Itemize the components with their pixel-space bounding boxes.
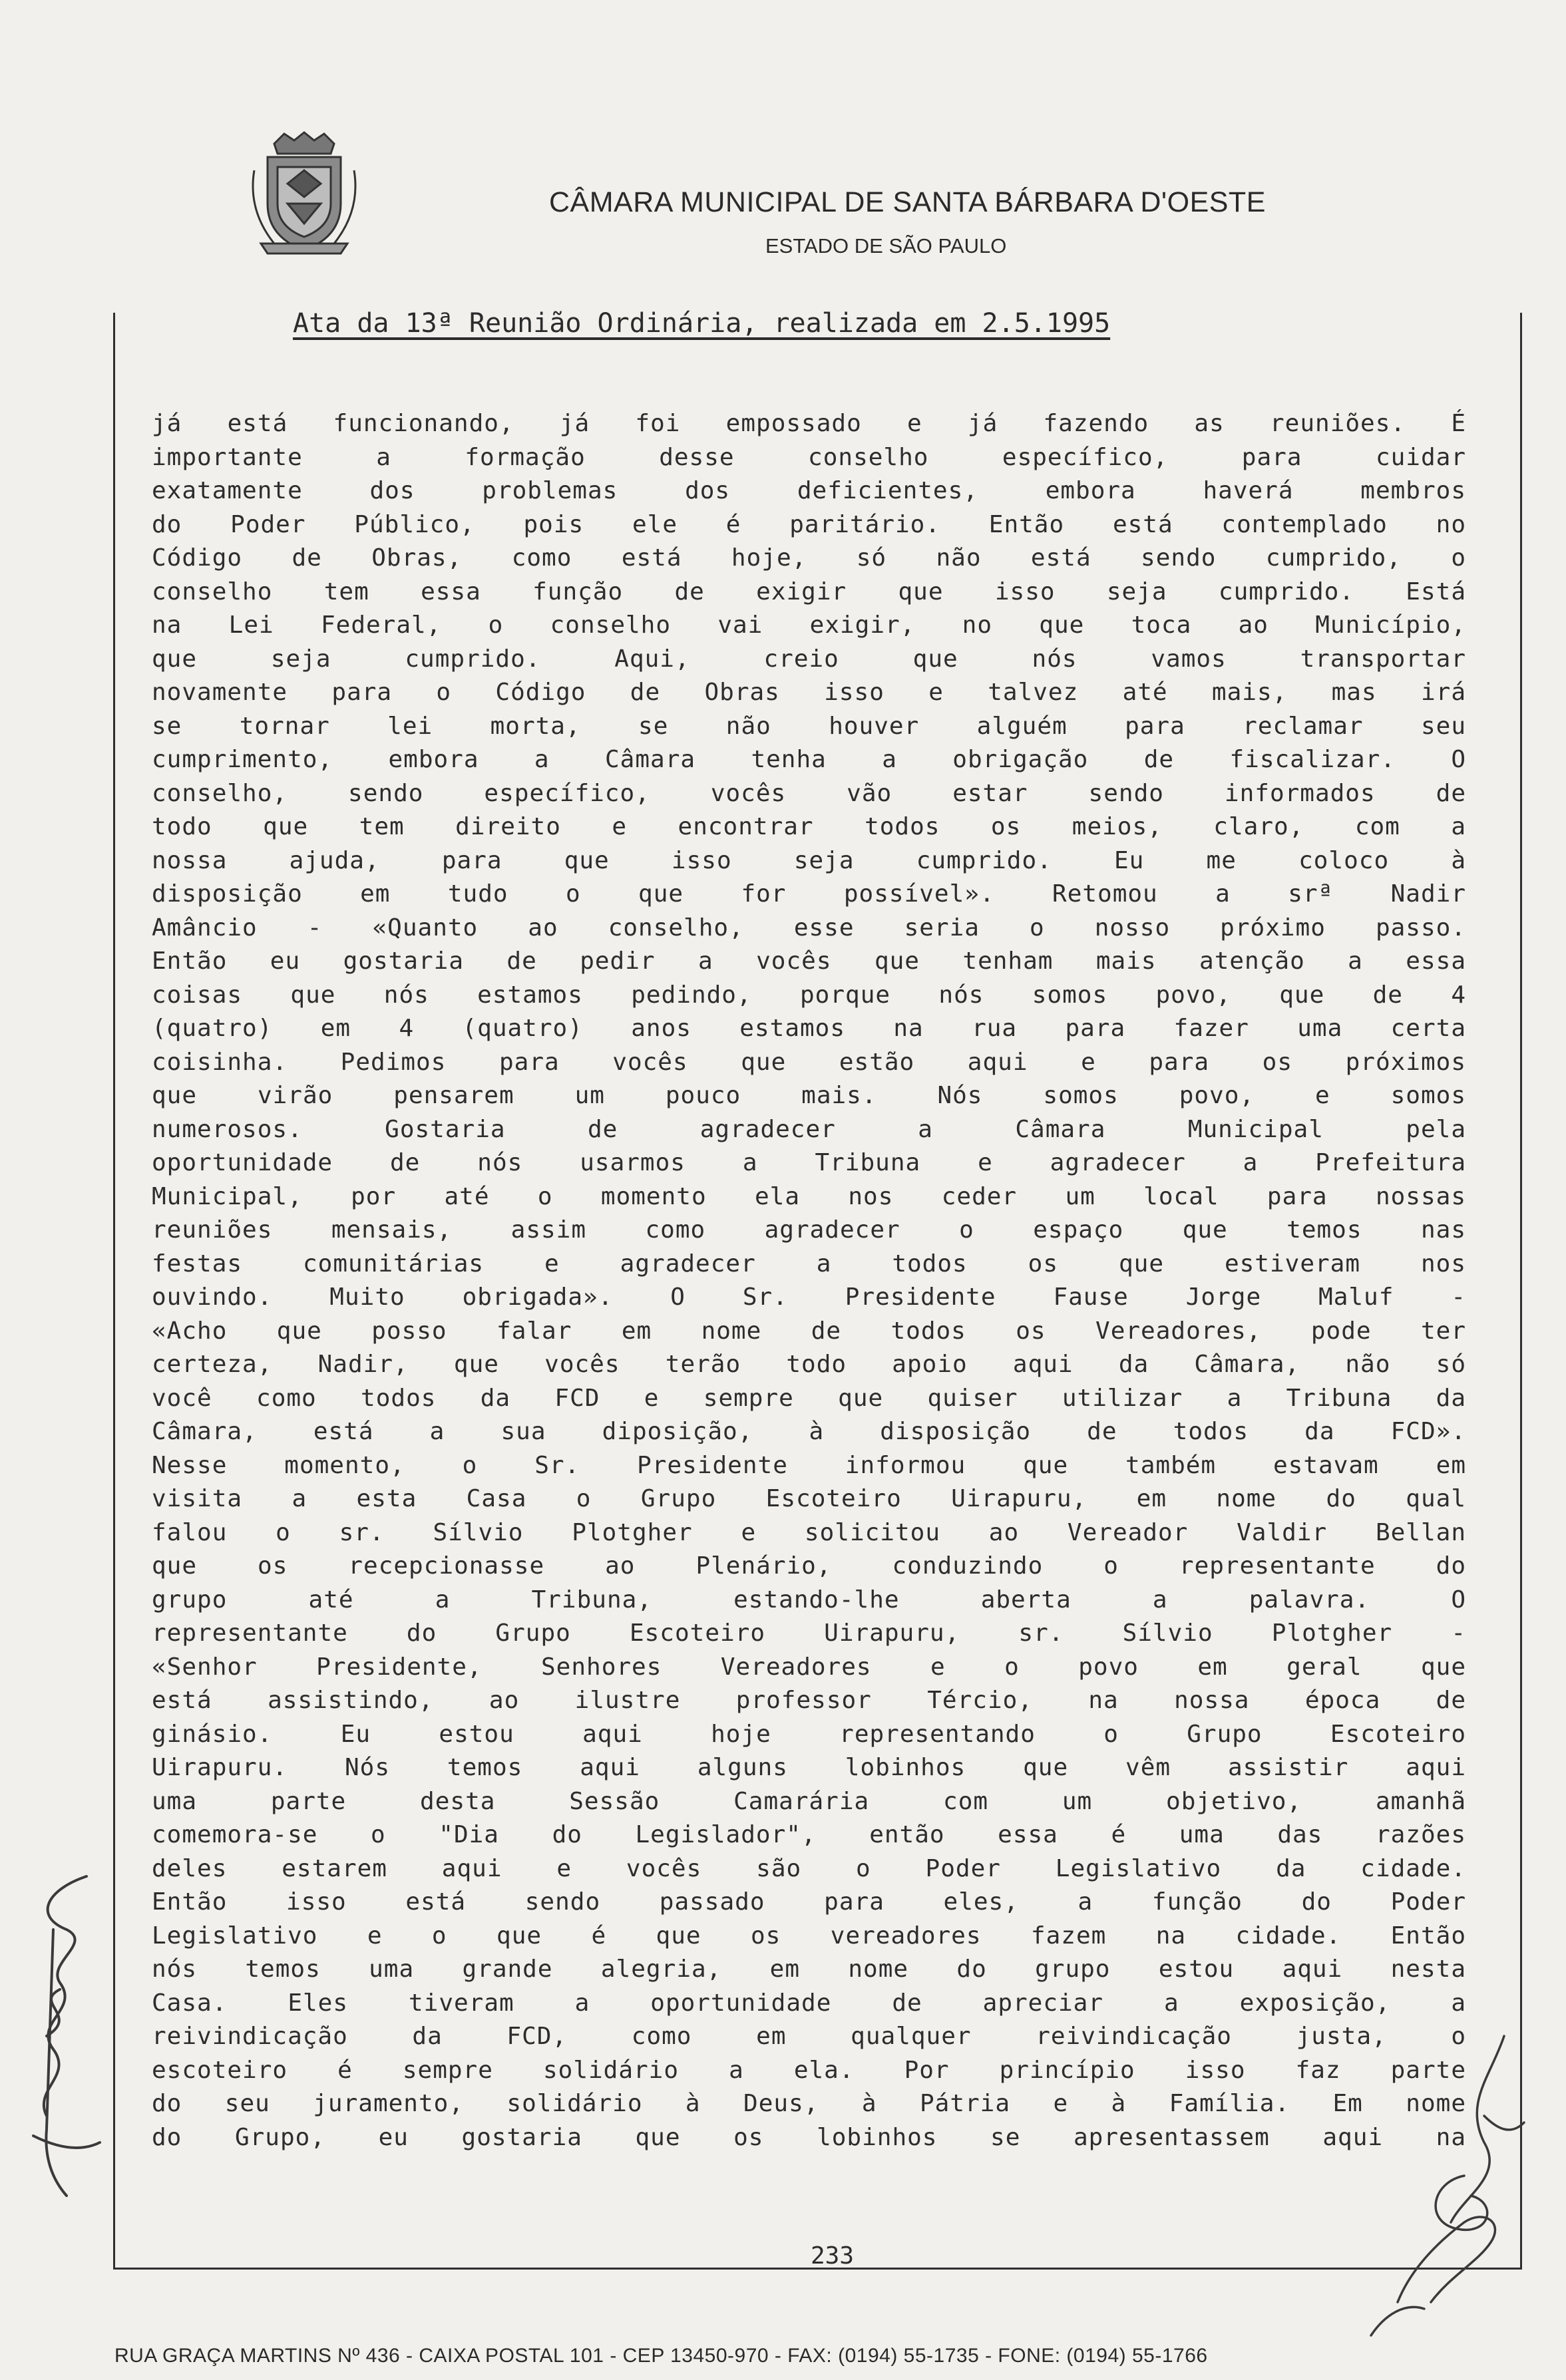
text-line: visita a esta Casa o Grupo Escoteiro Uirapuru, em nome do qual	[152, 1485, 1466, 1512]
footer-address: RUA GRAÇA MARTINS Nº 436 - CAIXA POSTAL 101 - CEP 13450-970 - FAX: (0194) 55-1735 - FONE: (0194) 55-1766	[114, 2345, 1208, 2367]
text-line: do seu juramento, solidário à Deus, à Pátria e à Família. Em nome	[152, 2090, 1466, 2117]
text-line: reuniões mensais, assim como agradecer o espaço que temos nas	[152, 1216, 1466, 1244]
text-line: que os recepcionasse ao Plenário, conduzindo o representante do	[152, 1552, 1466, 1580]
text-line: falou o sr. Sílvio Plotgher e solicitou ao Vereador Valdir Bellan	[152, 1518, 1466, 1546]
text-line: se tornar lei morta, se não houver alguém para reclamar seu	[152, 712, 1466, 740]
right-margin-line	[1520, 313, 1522, 2269]
text-line: Legislativo e o que é que os vereadores fazem na cidade. Então	[152, 1922, 1466, 1950]
text-line: deles estarem aqui e vocês são o Poder Legislativo da cidade.	[152, 1854, 1466, 1882]
text-line: ginásio. Eu estou aqui hoje representando o Grupo Escoteiro	[152, 1720, 1466, 1748]
text-line: cumprimento, embora a Câmara tenha a obrigação de fiscalizar. O	[152, 746, 1466, 773]
text-line: novamente para o Código de Obras isso e talvez até mais, mas irá	[152, 679, 1466, 706]
text-line: nós temos uma grande alegria, em nome do grupo estou aqui nesta	[152, 1955, 1466, 1983]
text-line: na Lei Federal, o conselho vai exigir, no que toca ao Município,	[152, 611, 1466, 639]
text-line: disposição em tudo o que for possível». Retomou a srª Nadir	[152, 880, 1466, 908]
text-line: escoteiro é sempre solidário a ela. Por princípio isso faz parte	[152, 2056, 1466, 2084]
text-line: Casa. Eles tiveram a oportunidade de apreciar a exposição, a	[152, 1989, 1466, 2017]
text-line: conselho, sendo específico, vocês vão estar sendo informados de	[152, 779, 1466, 807]
text-line: «Acho que posso falar em nome de todos os Vereadores, pode ter	[152, 1317, 1466, 1345]
text-line: oportunidade de nós usarmos a Tribuna e agradecer a Prefeitura	[152, 1149, 1466, 1176]
text-line: numerosos. Gostaria de agradecer a Câmara Municipal pela	[152, 1115, 1466, 1143]
minutes-body-text	[152, 407, 1466, 2154]
text-line: reivindicação da FCD, como em qualquer reivindicação justa, o	[152, 2023, 1466, 2050]
text-line: que seja cumprido. Aqui, creio que nós vamos transportar	[152, 645, 1466, 673]
text-line: do Grupo, eu gostaria que os lobinhos se apresentassem aqui na	[152, 2123, 1466, 2151]
text-line: nossa ajuda, para que isso seja cumprido. Eu me coloco à	[152, 846, 1466, 874]
text-line: Câmara, está a sua diposição, à disposição de todos da FCD».	[152, 1418, 1466, 1445]
text-line: Uirapuru. Nós temos aqui alguns lobinhos que vêm assistir aqui	[152, 1754, 1466, 1781]
text-line: comemora-se o "Dia do Legislador", então essa é uma das razões	[152, 1821, 1466, 1848]
organization-state: ESTADO DE SÃO PAULO	[765, 234, 1007, 257]
organization-name: CÂMARA MUNICIPAL DE SANTA BÁRBARA D'OESTE	[549, 186, 1266, 218]
text-line: Código de Obras, como está hoje, só não está sendo cumprido, o	[152, 544, 1466, 572]
text-line: do Poder Público, pois ele é paritário. Então está contemplado no	[152, 510, 1466, 538]
text-line: você como todos da FCD e sempre que quiser utilizar a Tribuna da	[152, 1384, 1466, 1412]
text-line: representante do Grupo Escoteiro Uirapuru, sr. Sílvio Plotgher -	[152, 1619, 1466, 1647]
text-line: grupo até a Tribuna, estando-lhe aberta a palavra. O	[152, 1586, 1466, 1614]
text-line: exatamente dos problemas dos deficientes, embora haverá membros	[152, 477, 1466, 504]
text-line: ouvindo. Muito obrigada». O Sr. Presidente Fause Jorge Maluf -	[152, 1283, 1466, 1311]
text-line: está assistindo, ao ilustre professor Tércio, na nossa época de	[152, 1687, 1466, 1714]
text-line: (quatro) em 4 (quatro) anos estamos na rua para fazer uma certa	[152, 1015, 1466, 1042]
text-line: já está funcionando, já foi empossado e já fazendo as reuniões. É	[152, 410, 1466, 437]
text-line: coisas que nós estamos pedindo, porque nós somos povo, que de 4	[152, 981, 1466, 1009]
text-line: certeza, Nadir, que vocês terão todo apoio aqui da Câmara, não só	[152, 1351, 1466, 1378]
text-line: todo que tem direito e encontrar todos os meios, claro, com a	[152, 813, 1466, 840]
left-margin-signature	[7, 1850, 106, 2262]
text-line: importante a formação desse conselho específico, para cuidar	[152, 443, 1466, 471]
text-line: coisinha. Pedimos para vocês que estão aqui e para os próximos	[152, 1048, 1466, 1076]
text-line: «Senhor Presidente, Senhores Vereadores e o povo em geral que	[152, 1653, 1466, 1681]
municipal-crest-icon	[248, 130, 361, 257]
text-line: festas comunitárias e agradecer a todos os que estiveram nos	[152, 1250, 1466, 1277]
text-line: Amâncio - «Quanto ao conselho, esse seria o nosso próximo passo.	[152, 914, 1466, 941]
document-title: Ata da 13ª Reunião Ordinária, realizada em 2.5.1995	[293, 308, 1111, 339]
page-number: 233	[811, 2242, 855, 2270]
text-line: que virão pensarem um pouco mais. Nós somos povo, e somos	[152, 1082, 1466, 1109]
text-line: uma parte desta Sessão Camarária com um objetivo, amanhã	[152, 1787, 1466, 1815]
text-line: Municipal, por até o momento ela nos ceder um local para nossas	[152, 1182, 1466, 1210]
text-line: conselho tem essa função de exigir que isso seja cumprido. Está	[152, 578, 1466, 605]
left-margin-line	[113, 313, 115, 2269]
text-line: Nesse momento, o Sr. Presidente informou que também estavam em	[152, 1451, 1466, 1479]
text-line: Então eu gostaria de pedir a vocês que tenham mais atenção a essa	[152, 947, 1466, 975]
text-line: Então isso está sendo passado para eles, a função do Poder	[152, 1888, 1466, 1916]
